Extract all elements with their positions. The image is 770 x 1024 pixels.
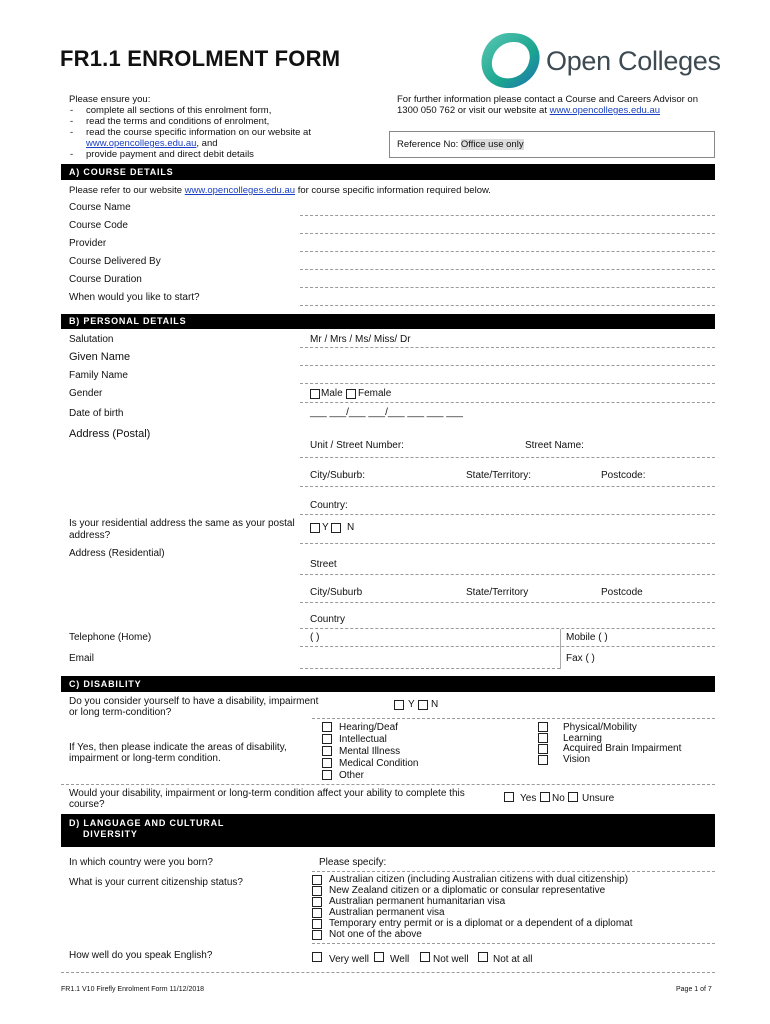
citizen-opt-label: Not one of the above xyxy=(329,929,422,940)
citizen-opt-label: Australian citizen (including Australian citizens with dual citizenship) xyxy=(329,874,629,885)
not-at-all-label: Not at all xyxy=(493,954,533,965)
family-name-label: Family Name xyxy=(69,370,128,381)
logo-wordmark: Open Colleges xyxy=(546,46,721,76)
well-label: Well xyxy=(390,954,410,965)
reference-label: Reference No: xyxy=(397,139,459,150)
fax-field[interactable]: Fax ( ) xyxy=(566,653,595,664)
dob-field[interactable]: ___ ___/___ ___/___ ___ ___ ___ xyxy=(310,407,463,418)
medical-condition-checkbox[interactable] xyxy=(322,758,332,768)
city-suburb-label: City/Suburb xyxy=(310,587,363,598)
birth-country-label: In which country were you born? xyxy=(69,857,213,868)
vision-checkbox[interactable] xyxy=(538,755,548,765)
affect-unsure-checkbox[interactable] xyxy=(568,792,578,802)
citizen-opt-checkbox[interactable] xyxy=(312,897,322,907)
physical-checkbox[interactable] xyxy=(538,722,548,732)
postcode-label: Postcode xyxy=(601,587,643,598)
postal-street-field[interactable] xyxy=(300,457,715,458)
family-name-field[interactable] xyxy=(300,383,715,384)
salutation-options[interactable]: Mr / Mrs / Ms/ Miss/ Dr xyxy=(310,334,411,345)
unit-number-label: Unit / Street Number: xyxy=(310,440,404,451)
birth-country-field[interactable] xyxy=(312,871,715,872)
vision-label: Vision xyxy=(563,754,591,765)
reference-box xyxy=(389,131,715,158)
start-date-field[interactable] xyxy=(300,305,715,306)
citizen-opt-label: New Zealand citizen or a diplomatic or consular representative xyxy=(329,885,606,896)
no-label: N xyxy=(347,522,355,533)
section-b-header: B) PERSONAL DETAILS xyxy=(61,314,715,329)
disability-no-checkbox[interactable] xyxy=(418,700,428,710)
section-a-header: A) COURSE DETAILS xyxy=(61,164,715,180)
mobile-field[interactable]: Mobile ( ) xyxy=(566,632,608,643)
intro-url-line xyxy=(86,138,218,150)
disability-line xyxy=(312,718,715,719)
intellectual-checkbox[interactable] xyxy=(322,734,332,744)
other-checkbox[interactable] xyxy=(322,770,332,780)
other-label: Other xyxy=(339,770,365,781)
intro-and: , and xyxy=(196,138,218,149)
hearing-label: Hearing/Deaf xyxy=(339,722,398,733)
residential-country-field[interactable] xyxy=(300,628,715,629)
disability-areas-line xyxy=(61,784,715,785)
learning-checkbox[interactable] xyxy=(538,733,548,743)
intellectual-label: Intellectual xyxy=(339,734,387,745)
section-a-note xyxy=(69,185,491,197)
affect-question-cont: course? xyxy=(69,799,105,810)
citizen-opt-checkbox[interactable] xyxy=(312,875,322,885)
physical-label: Physical/Mobility xyxy=(563,722,637,733)
yes-label: Y xyxy=(408,699,415,710)
note-pre: Please refer to our website xyxy=(69,185,183,196)
citizen-opt-label: Australian permanent visa xyxy=(329,907,445,918)
footer-page-number: Page 1 of 7 xyxy=(676,986,712,993)
email-field[interactable] xyxy=(300,668,560,669)
disability-areas-question: If Yes, then please indicate the areas of disability, xyxy=(69,742,287,753)
not-well-label: Not well xyxy=(433,954,469,965)
unsure-label: Unsure xyxy=(582,793,615,804)
section-d-header-line1: D) LANGUAGE AND CULTURAL xyxy=(69,818,225,828)
citizenship-line xyxy=(312,943,715,944)
intro-item: provide payment and direct debit details xyxy=(86,149,254,160)
note-post: for course specific information required below. xyxy=(297,185,491,196)
english-line xyxy=(61,972,715,973)
same-address-question: Is your residential address the same as your postal xyxy=(69,518,295,529)
mental-illness-label: Mental Illness xyxy=(339,746,401,757)
address-residential-label: Address (Residential) xyxy=(69,548,165,559)
course-delivered-label: Course Delivered By xyxy=(69,256,161,267)
disability-question-cont: or long term-condition? xyxy=(69,707,172,718)
not-at-all-checkbox[interactable] xyxy=(478,952,488,962)
postal-country-field[interactable] xyxy=(300,514,715,515)
please-specify-label: Please specify: xyxy=(319,857,387,868)
telephone-line xyxy=(300,646,715,647)
street-name-label: Street Name: xyxy=(525,440,584,451)
provider-label: Provider xyxy=(69,238,107,249)
open-colleges-logo-mark xyxy=(476,30,546,92)
no-label: No xyxy=(552,793,565,804)
website-link[interactable]: www.opencolleges.edu.au xyxy=(86,138,197,149)
bullet-dash: - xyxy=(70,127,74,138)
dob-label: Date of birth xyxy=(69,408,124,419)
course-code-label: Course Code xyxy=(69,220,128,231)
section-c-header: C) DISABILITY xyxy=(61,676,715,692)
same-address-no-checkbox[interactable] xyxy=(331,523,341,533)
reference-value: Office use only xyxy=(460,139,524,150)
gender-line xyxy=(300,402,715,403)
bullet-dash: - xyxy=(70,149,74,160)
postcode-label: Postcode: xyxy=(601,470,646,481)
section-d-header-line2: DIVERSITY xyxy=(83,829,138,839)
phone-divider xyxy=(560,629,561,669)
telephone-field[interactable]: ( ) xyxy=(310,632,320,643)
disability-question: Do you consider yourself to have a disability, impairment xyxy=(69,696,319,707)
residential-street-field[interactable] xyxy=(300,574,715,575)
disability-yes-checkbox[interactable] xyxy=(394,700,404,710)
same-address-yes-checkbox[interactable] xyxy=(310,523,320,533)
bullet-dash: - xyxy=(70,105,74,116)
disability-areas-question-cont: impairment or long-term condition. xyxy=(69,753,221,764)
open-colleges-logo xyxy=(476,30,726,92)
mental-illness-checkbox[interactable] xyxy=(322,746,332,756)
country-label: Country xyxy=(310,614,346,625)
citizen-opt-label: Australian permanent humanitarian visa xyxy=(329,896,506,907)
yes-label: Y xyxy=(322,522,329,533)
bullet-dash: - xyxy=(70,116,74,127)
male-label: Male xyxy=(321,388,343,399)
course-delivered-field[interactable] xyxy=(300,269,715,270)
female-label: Female xyxy=(358,388,392,399)
very-well-checkbox[interactable] xyxy=(312,952,322,962)
intro-item: read the terms and conditions of enrolment, xyxy=(86,116,270,127)
yes-label: Yes xyxy=(520,793,537,804)
not-well-checkbox[interactable] xyxy=(420,952,430,962)
medical-condition-label: Medical Condition xyxy=(339,758,419,769)
salutation-line xyxy=(300,347,715,348)
contact-line2-text: 1300 050 762 or visit our website at xyxy=(397,105,547,116)
course-name-field[interactable] xyxy=(300,215,715,216)
brain-impairment-label: Acquired Brain Impairment xyxy=(563,743,682,754)
no-label: N xyxy=(431,699,439,710)
english-label: How well do you speak English? xyxy=(69,950,213,961)
city-suburb-label: City/Suburb: xyxy=(310,470,366,481)
intro-item: complete all sections of this enrolment form, xyxy=(86,105,272,116)
course-duration-field[interactable] xyxy=(300,287,715,288)
intro-item: read the course specific information on our website at xyxy=(86,127,311,138)
course-duration-label: Course Duration xyxy=(69,274,142,285)
female-checkbox[interactable] xyxy=(346,389,356,399)
provider-field[interactable] xyxy=(300,251,715,252)
state-territory-label: State/Territory: xyxy=(466,470,532,481)
section-d-header xyxy=(61,814,715,847)
form-title: FR1.1 ENROLMENT FORM xyxy=(60,46,341,71)
contact-line1: For further information please contact a Course and Careers Advisor on xyxy=(397,94,698,105)
country-label: Country: xyxy=(310,500,348,511)
hearing-checkbox[interactable] xyxy=(322,722,332,732)
telephone-label: Telephone (Home) xyxy=(69,632,152,643)
well-checkbox[interactable] xyxy=(374,952,384,962)
affect-question: Would your disability, impairment or long-term condition affect your ability to complete this xyxy=(69,788,465,799)
citizen-opt-label: Temporary entry permit or is a diplomat or a dependent of a diplomat xyxy=(329,918,633,929)
email-label: Email xyxy=(69,653,95,664)
citizen-opt-checkbox[interactable] xyxy=(312,919,322,929)
note-website-link[interactable]: www.opencolleges.edu.au xyxy=(184,185,296,196)
residential-city-field[interactable] xyxy=(300,602,715,603)
salutation-label: Salutation xyxy=(69,334,114,345)
gender-label: Gender xyxy=(69,388,103,399)
contact-line2 xyxy=(397,105,660,117)
contact-website-link[interactable]: www.opencolleges.edu.au xyxy=(549,105,661,116)
same-address-line xyxy=(300,543,715,544)
postal-city-field[interactable] xyxy=(300,486,715,487)
citizen-opt-checkbox[interactable] xyxy=(312,930,322,940)
given-name-label: Given Name xyxy=(69,351,131,363)
male-checkbox[interactable] xyxy=(310,389,320,399)
course-name-label: Course Name xyxy=(69,202,131,213)
citizen-opt-checkbox[interactable] xyxy=(312,908,322,918)
brain-impairment-checkbox[interactable] xyxy=(538,744,548,754)
address-postal-label: Address (Postal) xyxy=(69,428,151,440)
start-date-label: When would you like to start? xyxy=(69,292,200,303)
footer-form-id: FR1.1 V10 Firefly Enrolment Form 11/12/2018 xyxy=(61,986,205,993)
affect-no-checkbox[interactable] xyxy=(540,792,550,802)
course-code-field[interactable] xyxy=(300,233,715,234)
very-well-label: Very well xyxy=(329,954,370,965)
intro-lead: Please ensure you: xyxy=(69,94,151,105)
state-territory-label: State/Territory xyxy=(466,587,529,598)
given-name-field[interactable] xyxy=(300,365,715,366)
same-address-question-cont: address? xyxy=(69,530,111,541)
citizen-opt-checkbox[interactable] xyxy=(312,886,322,896)
affect-yes-checkbox[interactable] xyxy=(504,792,514,802)
learning-label: Learning xyxy=(563,733,602,744)
street-label: Street xyxy=(310,559,337,570)
citizenship-label: What is your current citizenship status? xyxy=(69,877,243,888)
